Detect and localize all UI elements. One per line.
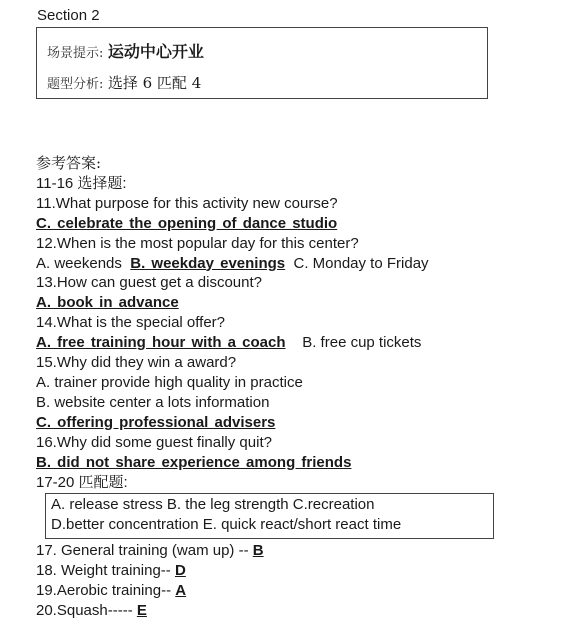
question-16: 16.Why did some guest finally quit? xyxy=(36,433,272,451)
option-12c: C. Monday to Friday xyxy=(293,254,429,272)
type-hint-row xyxy=(47,72,201,93)
answer-15: C. offering professional advisers xyxy=(36,413,276,431)
match-heading: 17-20 匹配题: xyxy=(36,473,128,491)
question-11: 11.What purpose for this activity new course? xyxy=(36,194,338,212)
scene-hint-box xyxy=(36,27,488,99)
answer-13: A. book in advance xyxy=(36,294,179,312)
option-12a: A. weekends xyxy=(36,254,122,272)
section-title: Section 2 xyxy=(37,7,100,24)
question-18: 18. Weight training-- xyxy=(36,562,171,580)
match-17 xyxy=(36,541,576,561)
question-20: 20.Squash----- xyxy=(36,601,133,619)
scene-value: 运动中心开业 xyxy=(107,42,204,61)
question-14: 14.What is the special offer? xyxy=(36,314,225,332)
question-13: 13.How can guest get a discount? xyxy=(36,274,262,292)
question-19: 19.Aerobic training-- xyxy=(36,582,172,600)
match-options-line-1: A. release stress B. the leg strength C.recreation xyxy=(51,496,375,514)
match-19 xyxy=(36,581,576,601)
match-20 xyxy=(36,601,576,621)
answer-19: A xyxy=(175,582,187,600)
type-label: 题型分析: xyxy=(47,77,104,92)
question-17: 17. General training (wam up) -- xyxy=(36,542,249,560)
scene-label: 场景提示: xyxy=(47,46,104,61)
answer-20: E xyxy=(136,601,147,619)
answer-14: A. free training hour with a coach xyxy=(36,334,286,352)
match-options-box xyxy=(45,493,494,539)
match-18 xyxy=(36,561,576,581)
match-options-line-2: D.better concentration E. quick react/short react time xyxy=(51,516,402,534)
answer-18: D xyxy=(174,562,186,580)
options-12 xyxy=(36,254,576,274)
answer-17: B xyxy=(252,542,264,560)
option-15b: B. website center a lots information xyxy=(36,393,270,411)
options-14 xyxy=(36,333,576,353)
answer-11: C. celebrate the opening of dance studio xyxy=(36,214,338,232)
answers-heading: 参考答案: xyxy=(36,154,102,172)
option-14b: B. free cup tickets xyxy=(302,334,422,352)
option-15a: A. trainer provide high quality in practice xyxy=(36,373,303,391)
answer-key xyxy=(36,154,576,621)
type-value: 选择 6 匹配 4 xyxy=(107,74,202,92)
answer-12: B. weekday evenings xyxy=(130,254,286,272)
mc-heading: 11-16 选择题: xyxy=(36,174,127,192)
question-12: 12.When is the most popular day for this center? xyxy=(36,234,359,252)
answer-16: B. did not share experience among friends xyxy=(36,453,352,471)
question-15: 15.Why did they win a award? xyxy=(36,354,237,372)
scene-hint-row xyxy=(47,39,204,62)
